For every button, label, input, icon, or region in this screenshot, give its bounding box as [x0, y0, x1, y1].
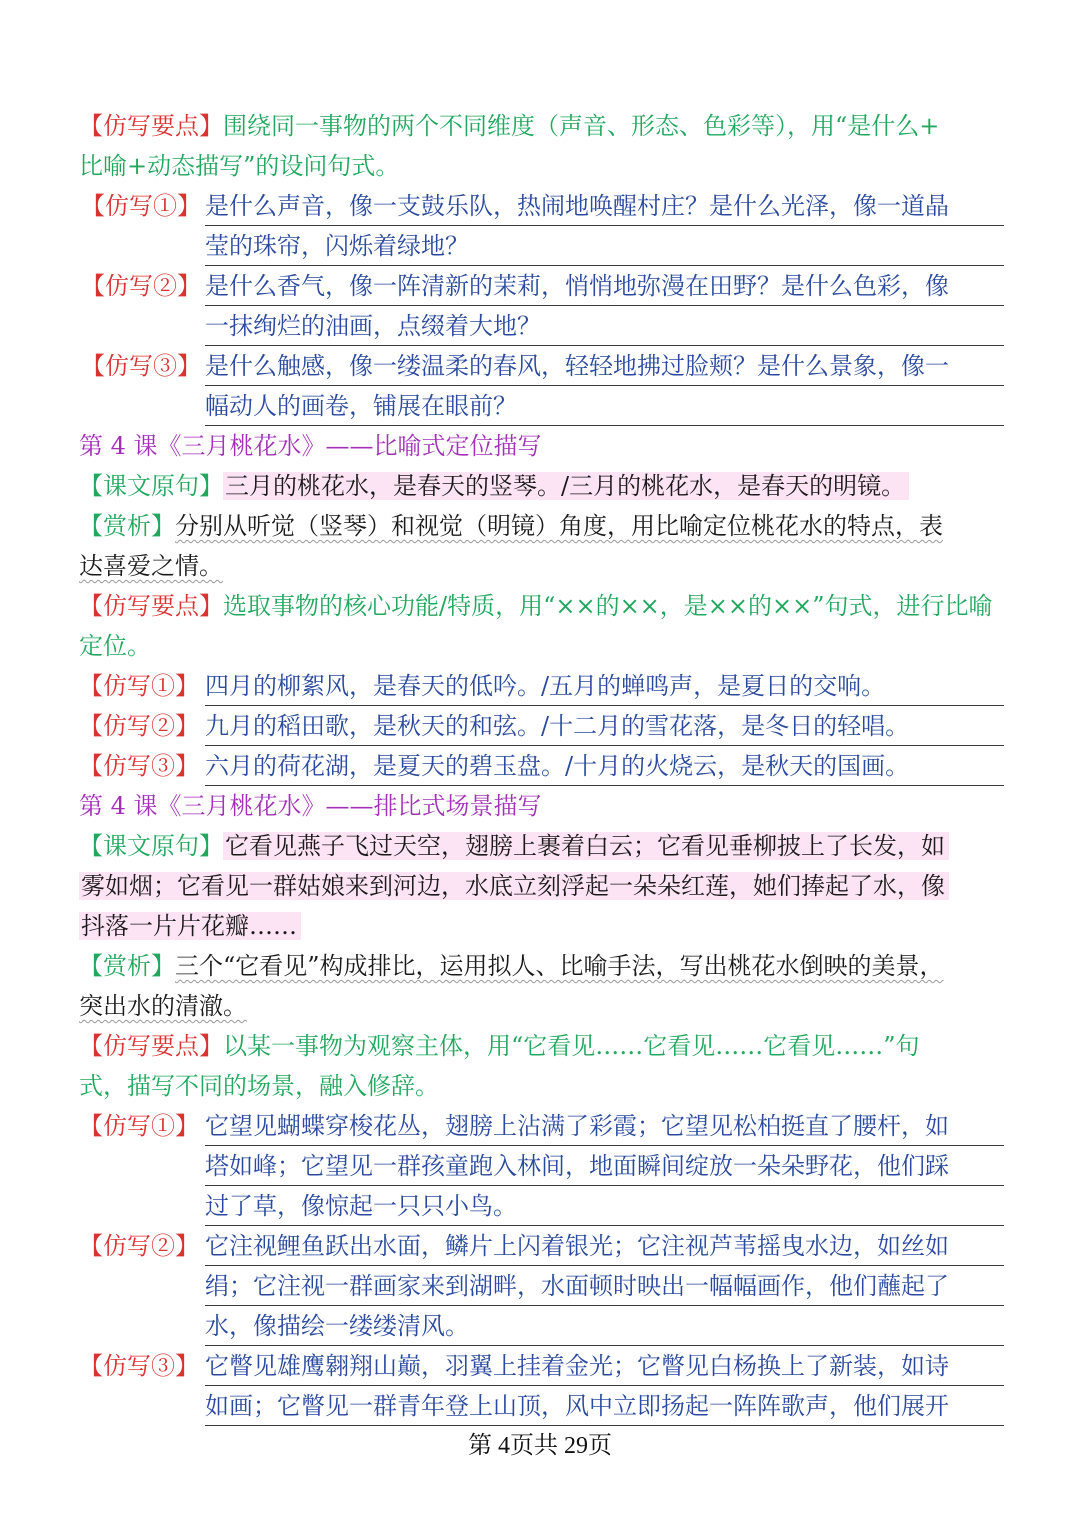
imitation-point-line-2 — [79, 146, 1004, 186]
imitation-1-line-1 — [79, 186, 1004, 226]
imitation-point-tag: 【仿写要点】 — [79, 592, 223, 620]
original-sentence-tag: 【课文原句】 — [79, 832, 223, 860]
original-sentence-text: 抖落一片片花瓣…… — [79, 912, 301, 940]
imitation-point-text: 选取事物的核心功能/特质，用“××的××，是××的××”句式，进行比喻 — [223, 592, 993, 620]
imitation-text: 如画；它瞥见一群青年登上山顶，风中立即扬起一阵阵歌声，他们展开 — [205, 1386, 1004, 1426]
imitation-3-line-1 — [79, 1346, 1004, 1386]
imitation-text: 过了草，像惊起一只只小鸟。 — [205, 1186, 1004, 1226]
lesson-heading: 第 4 课《三月桃花水》——比喻式定位描写 — [79, 432, 542, 460]
original-sentence-line-3 — [79, 906, 1004, 946]
imitation-1-line-2 — [79, 1146, 1004, 1186]
imitation-text: 九月的稻田歌，是秋天的和弦。/十二月的雪花落，是冬日的轻唱。 — [205, 706, 1004, 746]
imitation-1-line-3 — [79, 1186, 1004, 1226]
original-sentence-line-1 — [79, 826, 1004, 866]
original-sentence-line-2 — [79, 866, 1004, 906]
imitation-1-line-2 — [79, 226, 1004, 266]
imitation-text: 一抹绚烂的油画，点缀着大地？ — [205, 306, 1004, 346]
analysis-text: 达喜爱之情。 — [79, 552, 223, 580]
imitation-2-line-2 — [79, 1266, 1004, 1306]
lesson-heading: 第 4 课《三月桃花水》——排比式场景描写 — [79, 792, 542, 820]
analysis-text: 三个“它看见”构成排比，运用拟人、比喻手法，写出桃花水倒映的美景， — [175, 952, 944, 980]
imitation-text: 它注视鲤鱼跃出水面，鳞片上闪着银光；它注视芦苇摇曳水边，如丝如 — [205, 1226, 1004, 1266]
imitation-point-tag: 【仿写要点】 — [79, 1032, 223, 1060]
imitation-text: 六月的荷花湖，是夏天的碧玉盘。/十月的火烧云，是秋天的国画。 — [205, 746, 1004, 786]
imitation-point-line-1 — [79, 586, 1004, 626]
imitation-tag: 【仿写③】 — [79, 752, 199, 780]
original-sentence-text: 雾如烟；它看见一群姑娘来到河边，水底立刻浮起一朵朵红莲，她们捧起了水，像 — [79, 872, 949, 900]
imitation-point-text: 式，描写不同的场景，融入修辞。 — [79, 1072, 439, 1100]
imitation-text: 绢；它注视一群画家来到湖畔，水面顿时映出一幅幅画作，他们蘸起了 — [205, 1266, 1004, 1306]
imitation-3-line-2 — [79, 386, 1004, 426]
imitation-tag: 【仿写①】 — [79, 1112, 199, 1140]
imitation-text: 莹的珠帘，闪烁着绿地？ — [205, 226, 1004, 266]
imitation-2-line-1 — [79, 1226, 1004, 1266]
analysis-line-2 — [79, 546, 1004, 586]
imitation-point-text: 定位。 — [79, 632, 151, 660]
imitation-tag: 【仿写②】 — [81, 272, 201, 300]
imitation-point-text: 围绕同一事物的两个不同维度（声音、形态、色彩等），用“是什么+ — [223, 112, 940, 140]
original-sentence-line — [79, 466, 1004, 506]
imitation-text: 幅动人的画卷，铺展在眼前？ — [205, 386, 1004, 426]
imitation-tag: 【仿写③】 — [81, 352, 201, 380]
imitation-text: 它望见蝴蝶穿梭花丛，翅膀上沾满了彩霞；它望见松柏挺直了腰杆，如 — [205, 1106, 1004, 1146]
analysis-line-1 — [79, 946, 1004, 986]
imitation-point-line-1 — [79, 1026, 1004, 1066]
imitation-text: 是什么触感，像一缕温柔的春风，轻轻地拂过脸颊？是什么景象，像一 — [205, 346, 1004, 386]
analysis-text: 分别从听觉（竖琴）和视觉（明镜）角度，用比喻定位桃花水的特点，表 — [175, 512, 943, 540]
analysis-line-1 — [79, 506, 1004, 546]
imitation-point-text: 比喻+动态描写”的设问句式。 — [79, 152, 400, 180]
imitation-1-line-1 — [79, 1106, 1004, 1146]
imitation-text: 是什么声音，像一支鼓乐队，热闹地唤醒村庄？是什么光泽，像一道晶 — [205, 186, 1004, 226]
page-content — [79, 106, 1004, 1426]
imitation-text: 水，像描绘一缕缕清风。 — [205, 1306, 1004, 1346]
imitation-3-line-1 — [79, 346, 1004, 386]
analysis-line-2 — [79, 986, 1004, 1026]
imitation-tag: 【仿写②】 — [79, 1232, 199, 1260]
imitation-point-text: 以某一事物为观察主体，用“它看见……它看见……它看见……”句 — [223, 1032, 920, 1060]
imitation-text: 塔如峰；它望见一群孩童跑入林间，地面瞬间绽放一朵朵野花，他们踩 — [205, 1146, 1004, 1186]
original-sentence-text: 它看见燕子飞过天空，翅膀上裹着白云；它看见垂柳披上了长发，如 — [223, 832, 949, 860]
imitation-tag: 【仿写②】 — [79, 712, 199, 740]
imitation-tag: 【仿写③】 — [79, 1352, 199, 1380]
imitation-tag: 【仿写①】 — [81, 192, 201, 220]
analysis-tag: 【赏析】 — [79, 952, 175, 980]
imitation-2-line-1 — [79, 266, 1004, 306]
original-sentence-text: 三月的桃花水，是春天的竖琴。/三月的桃花水，是春天的明镜。 — [223, 472, 909, 500]
imitation-point-line-1 — [79, 106, 1004, 146]
imitation-text: 它瞥见雄鹰翱翔山巅，羽翼上挂着金光；它瞥见白杨换上了新装，如诗 — [205, 1346, 1004, 1386]
imitation-point-line-2 — [79, 626, 1004, 666]
imitation-2-line-3 — [79, 1306, 1004, 1346]
imitation-2-line-1 — [79, 706, 1004, 746]
imitation-2-line-2 — [79, 306, 1004, 346]
imitation-tag: 【仿写①】 — [79, 672, 199, 700]
imitation-point-tag: 【仿写要点】 — [79, 112, 223, 140]
imitation-text: 是什么香气，像一阵清新的茉莉，悄悄地弥漫在田野？是什么色彩，像 — [205, 266, 1004, 306]
imitation-text: 四月的柳絮风，是春天的低吟。/五月的蝉鸣声，是夏日的交响。 — [205, 666, 1004, 706]
page-number: 第 4页共 29页 — [468, 1433, 612, 1459]
imitation-point-line-2 — [79, 1066, 1004, 1106]
analysis-text: 突出水的清澈。 — [79, 992, 247, 1020]
imitation-3-line-2 — [79, 1386, 1004, 1426]
original-sentence-tag: 【课文原句】 — [79, 472, 223, 500]
imitation-3-line-1 — [79, 746, 1004, 786]
imitation-1-line-1 — [79, 666, 1004, 706]
analysis-tag: 【赏析】 — [79, 512, 175, 540]
